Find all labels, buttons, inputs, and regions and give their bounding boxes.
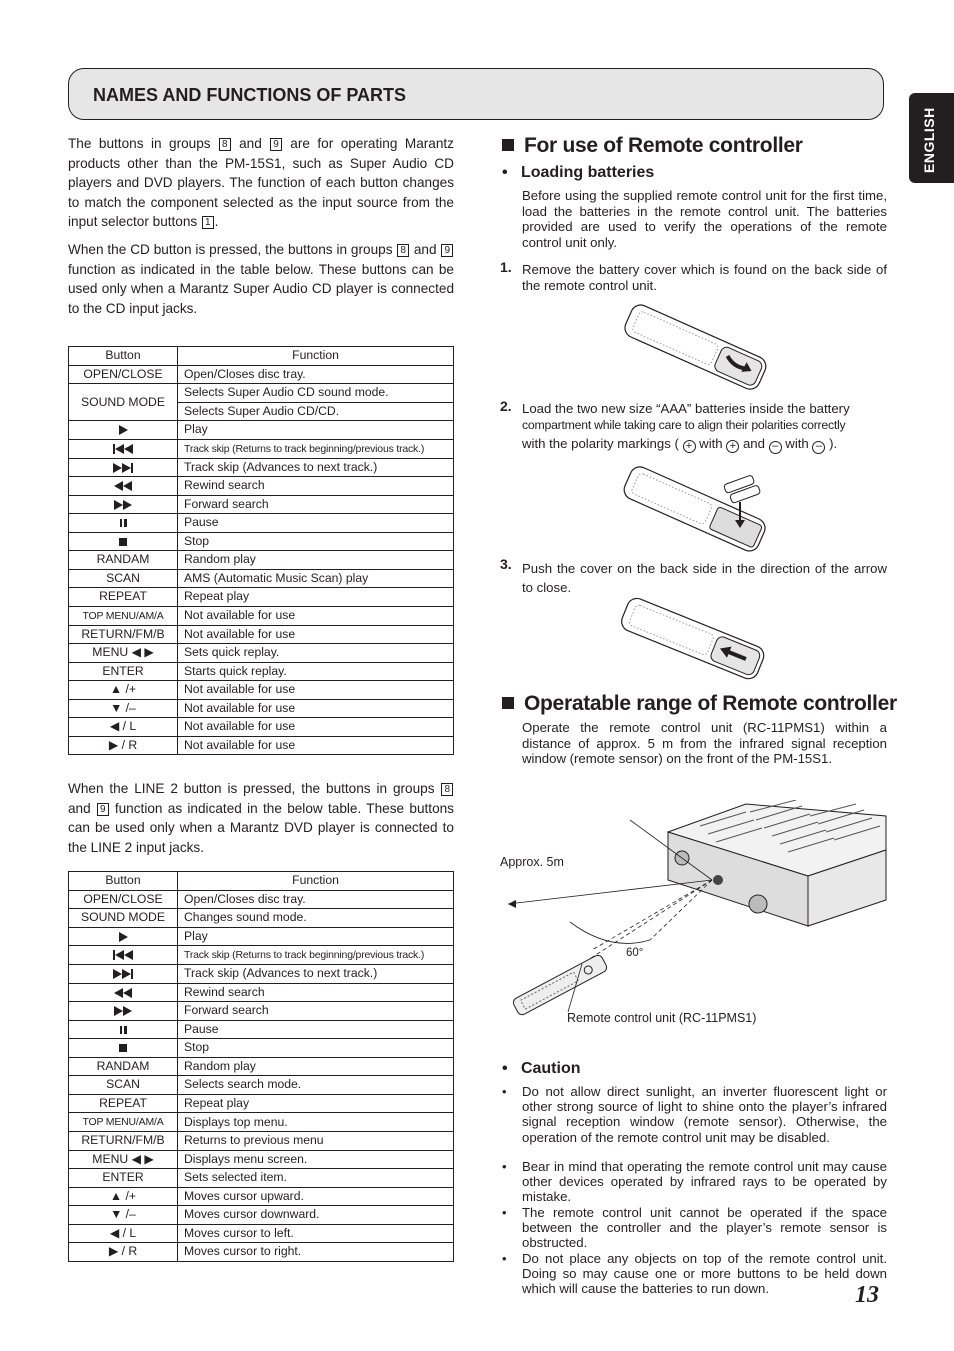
button-name: ▼ /– — [110, 1207, 136, 1222]
table-row — [69, 1224, 454, 1243]
group-number-box: 9 — [97, 803, 109, 816]
button-name: ▲ /+ — [110, 1188, 136, 1203]
table-row — [69, 569, 454, 588]
button-name: MENU ◀ ▶ — [92, 645, 154, 660]
stop-icon — [119, 1040, 127, 1054]
table-row — [69, 439, 454, 458]
function-text: Selects Super Audio CD/CD. — [184, 403, 340, 418]
button-name: OPEN/CLOSE — [83, 366, 163, 381]
button-name: TOP MENU/AM/A — [82, 1116, 164, 1128]
step-3-text: Push the cover on the back side in the direction of the arrow to close. — [522, 561, 887, 595]
group-number-box: 9 — [441, 244, 453, 257]
table-row — [69, 736, 454, 755]
table-row — [69, 477, 454, 496]
button-name: ▼ /– — [110, 700, 136, 715]
step-1-text: Remove the battery cover which is found on the back side of the remote control unit. — [522, 262, 887, 293]
button-name: ◀ / L — [109, 719, 137, 734]
function-text: Track skip (Advances to next track.) — [184, 459, 378, 474]
remote-cover-removal-illustration — [620, 300, 770, 396]
table-row — [69, 1206, 454, 1225]
group-number-box: 8 — [219, 138, 231, 151]
step-2-line-a: Load the two new size “AAA” batteries inside the battery — [522, 401, 850, 416]
remote-illustration — [512, 954, 609, 1017]
function-text: Forward search — [184, 496, 269, 511]
header-button: Button — [69, 347, 178, 366]
square-bullet-icon — [502, 697, 514, 709]
table-row — [69, 588, 454, 607]
table-row — [69, 1132, 454, 1151]
intro-paragraph-1: The buttons in groups 8 and 9 are for operating Marantz products other than the PM-15S1, such as Super Audio CD players and DVD players. The function of each button changes to match the component selected as the input source from the input selector buttons 1 . — [68, 136, 454, 229]
table-row — [69, 965, 454, 984]
table-row — [69, 1187, 454, 1206]
function-text: Not available for use — [184, 682, 296, 697]
table-row — [69, 1076, 454, 1095]
distance-label: Approx. 5m — [500, 855, 564, 869]
function-text: Open/Closes disc tray. — [184, 891, 306, 906]
button-name: ▶ / R — [108, 1244, 138, 1259]
page-number: 13 — [855, 1282, 879, 1308]
button-name: OPEN/CLOSE — [83, 891, 163, 906]
function-text: Pause — [184, 515, 219, 530]
function-text: Track skip (Advances to next track.) — [184, 966, 378, 981]
table-row — [69, 681, 454, 700]
battery-loading-illustration — [620, 462, 770, 554]
button-name: MENU ◀ ▶ — [92, 1151, 154, 1166]
cover-closing-illustration — [618, 592, 770, 684]
table-row — [69, 644, 454, 663]
group-number-box: 8 — [397, 244, 409, 257]
function-text: Sets selected item. — [184, 1170, 287, 1185]
range-text: Operate the remote control unit (RC-11PMS1) within a distance of approx. 5 m from the infrared signal reception window (remote sensor) on the front of the PM-15S1. — [522, 720, 887, 766]
function-text: Not available for use — [184, 719, 296, 734]
table-row — [69, 946, 454, 965]
section-header — [68, 68, 884, 120]
function-text: Selects Super Audio CD sound mode. — [184, 385, 389, 400]
group-number-box: 9 — [270, 138, 282, 151]
function-text: Random play — [184, 552, 256, 567]
table-row — [69, 909, 454, 928]
rewind-icon — [114, 985, 132, 999]
skip-forward-icon — [113, 460, 133, 474]
table-row — [69, 1094, 454, 1113]
header-function: Function — [178, 347, 454, 366]
function-text: Selects search mode. — [184, 1077, 302, 1092]
function-text: Displays menu screen. — [184, 1151, 308, 1166]
table-row — [69, 1039, 454, 1058]
pause-icon — [119, 515, 128, 529]
function-text: Stop — [184, 533, 210, 548]
function-text: AMS (Automatic Music Scan) play — [184, 570, 369, 585]
caution-bullet: • — [502, 1251, 507, 1266]
caution-item: Bear in mind that operating the remote control unit may cause other devices operated by infrared rays to be operated by mistake. — [522, 1159, 887, 1205]
button-name: ▲ /+ — [110, 682, 136, 697]
table-row — [69, 365, 454, 384]
function-text: Not available for use — [184, 626, 296, 641]
function-text: Rewind search — [184, 478, 265, 493]
table-row — [69, 662, 454, 681]
function-text: Repeat play — [184, 1095, 250, 1110]
function-text: Play — [184, 928, 208, 943]
table-row — [69, 551, 454, 570]
table-row — [69, 718, 454, 737]
function-text: Pause — [184, 1021, 219, 1036]
table-row — [69, 625, 454, 644]
play-icon — [119, 929, 128, 943]
function-text: Not available for use — [184, 737, 296, 752]
button-name: RANDAM — [96, 1058, 150, 1073]
group-number-box: 8 — [441, 783, 453, 796]
function-text: Displays top menu. — [184, 1114, 288, 1129]
step-3-number: 3. — [500, 556, 512, 572]
function-text: Play — [184, 422, 208, 437]
fast-forward-icon — [114, 497, 132, 511]
group-number-box: 1 — [202, 216, 214, 229]
language-label: ENGLISH — [921, 107, 937, 173]
table-row — [69, 1150, 454, 1169]
table-row — [69, 606, 454, 625]
function-text: Changes sound mode. — [184, 910, 307, 925]
caution-item: Do not allow direct sunlight, an inverter fluorescent light or other strong source of light to shine onto the player’s infrared signal reception window (remote sensor). Otherwise, the operation of the remote control unit may be disabled. — [522, 1084, 887, 1145]
function-text: Forward search — [184, 1003, 269, 1018]
header-button: Button — [69, 872, 178, 891]
button-name: RETURN/FM/B — [81, 626, 165, 641]
caution-heading-text: Caution — [520, 1060, 581, 1077]
skip-back-icon — [113, 948, 133, 962]
function-text: Repeat play — [184, 589, 250, 604]
table-row — [69, 384, 454, 403]
table-row — [69, 1020, 454, 1039]
skip-back-icon — [113, 441, 133, 455]
function-text: Open/Closes disc tray. — [184, 366, 306, 381]
angle-label: 60° — [626, 947, 644, 959]
step-2-number: 2. — [500, 398, 512, 414]
function-text: Moves cursor to right. — [184, 1244, 302, 1259]
minus-polarity-icon: – — [769, 441, 782, 454]
table-row — [69, 1057, 454, 1076]
range-heading-text: Operatable range of Remote controller — [524, 692, 897, 715]
caution-bullet: • — [502, 1159, 507, 1174]
stop-icon — [119, 534, 127, 548]
range-heading — [502, 692, 897, 716]
step-2-line-c: with the polarity markings ( + with + and – with – ). — [522, 436, 838, 452]
caution-heading: • Caution — [502, 1060, 581, 1077]
square-bullet-icon — [502, 139, 514, 151]
operating-range-diagram — [500, 800, 890, 1020]
function-text: Moves cursor upward. — [184, 1188, 304, 1203]
loading-text: Before using the supplied remote control unit for the first time, load the batteries in the remote control unit. The batteries provided are used to verify the operations of the remote control unit only. — [522, 188, 887, 250]
function-text: Not available for use — [184, 700, 296, 715]
remote-heading — [502, 134, 803, 158]
table-row — [69, 927, 454, 946]
button-name: ▶ / R — [108, 737, 138, 752]
function-text: Track skip (Returns to track beginning/previous track.) — [184, 949, 425, 961]
function-text: Sets quick replay. — [184, 645, 280, 660]
button-name: RANDAM — [96, 552, 150, 567]
button-name: REPEAT — [99, 589, 147, 604]
intro-paragraph-2: When the CD button is pressed, the buttons in groups 8 and 9 function as indicated in the table below. These buttons can be used only when a Marantz Super Audio CD player is connected to the CD input jacks. — [68, 242, 454, 316]
loading-heading-text: Loading batteries — [520, 164, 655, 181]
pause-icon — [119, 1022, 128, 1036]
play-icon — [119, 422, 128, 436]
function-text: Stop — [184, 1040, 210, 1055]
step-1-number: 1. — [500, 259, 512, 275]
table-row — [69, 458, 454, 477]
button-name: REPEAT — [99, 1095, 147, 1110]
caution-item: The remote control unit cannot be operated if the space between the controller and the player’s remote sensor is obstructed. — [522, 1205, 887, 1251]
function-text: Rewind search — [184, 984, 265, 999]
caution-item: Do not place any objects on top of the remote control unit. Doing so may cause one or more buttons to be held down which will cause the batteries to run down. — [522, 1251, 887, 1297]
fast-forward-icon — [114, 1003, 132, 1017]
table-row — [69, 495, 454, 514]
table-row — [69, 983, 454, 1002]
loading-heading: • Loading batteries — [502, 164, 655, 181]
step-2-line-b: compartment while taking care to align their polarities correctly — [522, 418, 846, 432]
button-name: TOP MENU/AM/A — [82, 609, 164, 622]
function-text: Returns to previous menu — [184, 1133, 324, 1148]
function-text: Track skip (Returns to track beginning/previous track.) — [184, 442, 425, 455]
function-text: Moves cursor downward. — [184, 1207, 320, 1222]
table-row — [69, 1243, 454, 1262]
button-name: SOUND MODE — [81, 394, 165, 409]
intro-paragraph-3: When the LINE 2 button is pressed, the buttons in groups 8 and 9 function as indicated in the below table. These buttons can be used only when a Marantz DVD player is connected to the LINE 2 input jacks. — [68, 781, 454, 855]
dvd-function-table — [68, 871, 454, 1262]
remote-label: Remote control unit (RC-11PMS1) — [567, 1011, 757, 1025]
table-row — [69, 1113, 454, 1132]
button-name: SCAN — [106, 570, 140, 585]
skip-forward-icon — [113, 966, 133, 980]
table-row — [69, 1169, 454, 1188]
plus-polarity-icon: + — [726, 440, 739, 453]
button-name: ENTER — [102, 1170, 144, 1185]
button-name: SOUND MODE — [81, 910, 165, 925]
function-text: Starts quick replay. — [184, 663, 287, 678]
rewind-icon — [114, 478, 132, 492]
function-text: Not available for use — [184, 608, 296, 622]
table-row — [69, 421, 454, 440]
remote-heading-text: For use of Remote controller — [524, 134, 803, 157]
button-name: ◀ / L — [109, 1225, 137, 1240]
caution-bullet: • — [502, 1084, 507, 1099]
header-function: Function — [178, 872, 454, 891]
table-row — [69, 514, 454, 533]
button-name: ENTER — [102, 663, 144, 678]
language-tab — [909, 93, 954, 183]
function-text: Random play — [184, 1058, 256, 1073]
function-text: Moves cursor to left. — [184, 1225, 294, 1240]
table-row — [69, 532, 454, 551]
caution-bullet: • — [502, 1205, 507, 1220]
plus-polarity-icon: + — [683, 440, 696, 453]
button-name: RETURN/FM/B — [81, 1133, 165, 1148]
button-name: SCAN — [106, 1077, 140, 1092]
amplifier-illustration — [668, 800, 886, 926]
cd-function-table — [68, 346, 454, 755]
table-row — [69, 890, 454, 909]
table-row — [69, 699, 454, 718]
section-title: NAMES AND FUNCTIONS OF PARTS — [93, 85, 406, 105]
table-row — [69, 1002, 454, 1021]
minus-polarity-icon: – — [812, 441, 825, 454]
